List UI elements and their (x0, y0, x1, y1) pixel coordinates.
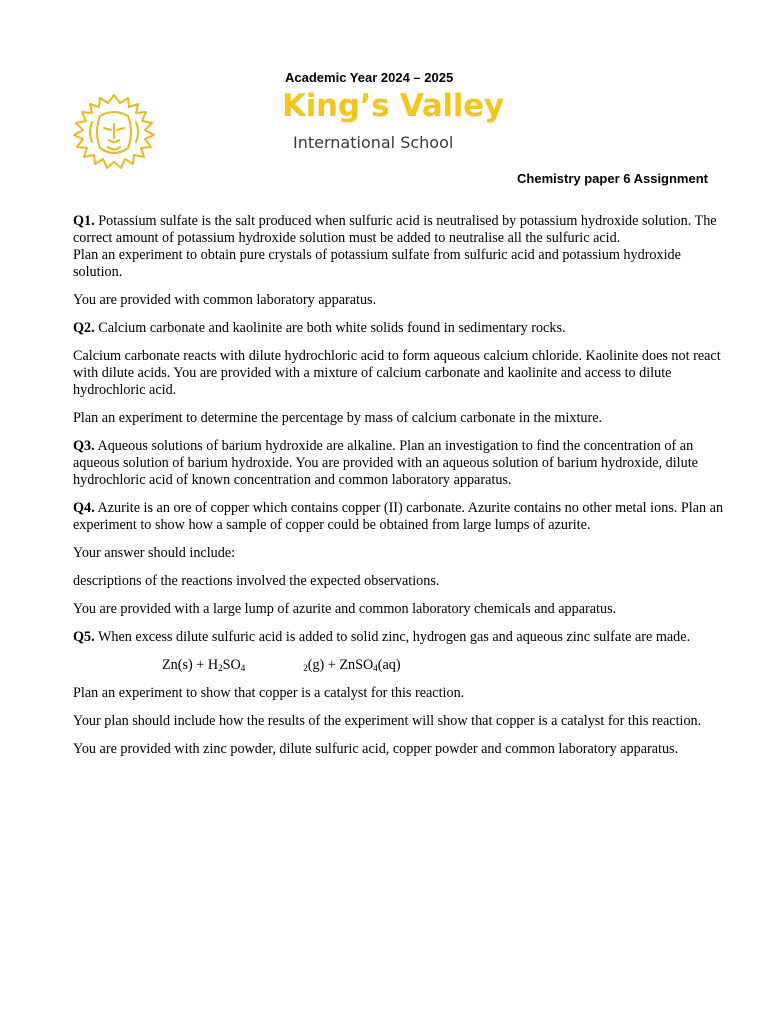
q1-text: Q1. Potassium sulfate is the salt produced when sulfuric acid is neutralised by potassium hydroxide solution. The correct amount of potassium hydroxide solution must be added to neutralise all the sulfuric acid. (73, 213, 717, 246)
q1-plan: Plan an experiment to obtain pure crystals of potassium sulfate from sulfuric acid and potassium hydroxide solution. (73, 247, 681, 280)
q4-descriptions: descriptions of the reactions involved the expected observations. (73, 573, 440, 589)
q5-text: Q5. When excess dilute sulfuric acid is added to solid zinc, hydrogen gas and aqueous zinc sulfate are made. (73, 629, 691, 645)
q5-plan-detail: Your plan should include how the results of the experiment will show that copper is a catalyst for this reaction. (73, 713, 702, 729)
assignment-title: Chemistry paper 6 Assignment (517, 171, 708, 186)
q1-provided: You are provided with common laboratory apparatus. (73, 292, 377, 308)
q3-label: Q3. (73, 438, 95, 454)
q5-provided: You are provided with zinc powder, dilute sulfuric acid, copper powder and common laboratory apparatus. (73, 741, 679, 757)
questions-body (73, 213, 730, 769)
q5-equation: $Zn(s) + H_2SO_4$ $_2$(g) + ZnSO$_4$(aq) (162, 657, 401, 673)
q2-plan: Plan an experiment to determine the percentage by mass of calcium carbonate in the mixture. (73, 410, 603, 426)
lion-head-icon (68, 92, 160, 174)
q4-include: Your answer should include: (73, 545, 236, 561)
school-name: King’s Valley (282, 88, 504, 124)
q1-label: Q1. (73, 213, 95, 229)
q2-label: Q2. (73, 320, 95, 336)
q2-detail: Calcium carbonate reacts with dilute hydrochloric acid to form aqueous calcium chloride. Kaolinite does not react with dilute acids. You are provided with a mixture of calcium carbonate and kaolinite and access to dilute hydrochloric acid. (73, 348, 721, 398)
q5-plan: Plan an experiment to show that copper is a catalyst for this reaction. (73, 685, 465, 701)
q3-text: Q3. Aqueous solutions of barium hydroxide are alkaline. Plan an investigation to find the concentration of an aqueous solution of barium hydroxide. You are provided with an aqueous solution of barium hydroxide, dilute hydrochloric acid of known concentration and common laboratory apparatus. (73, 438, 698, 488)
school-subtitle: International School (293, 133, 454, 152)
q2-text: Q2. Calcium carbonate and kaolinite are both white solids found in sedimentary rocks. (73, 320, 566, 336)
q5-label: Q5. (73, 629, 95, 645)
q4-provided: You are provided with a large lump of azurite and common laboratory chemicals and apparatus. (73, 601, 617, 617)
q4-label: Q4. (73, 500, 95, 516)
q4-text: Q4. Azurite is an ore of copper which contains copper (II) carbonate. Azurite contains no other metal ions. Plan an experiment to show how a sample of copper could be obtained from large lumps of azurite. (73, 500, 724, 533)
academic-year: Academic Year 2024 – 2025 (285, 70, 454, 85)
